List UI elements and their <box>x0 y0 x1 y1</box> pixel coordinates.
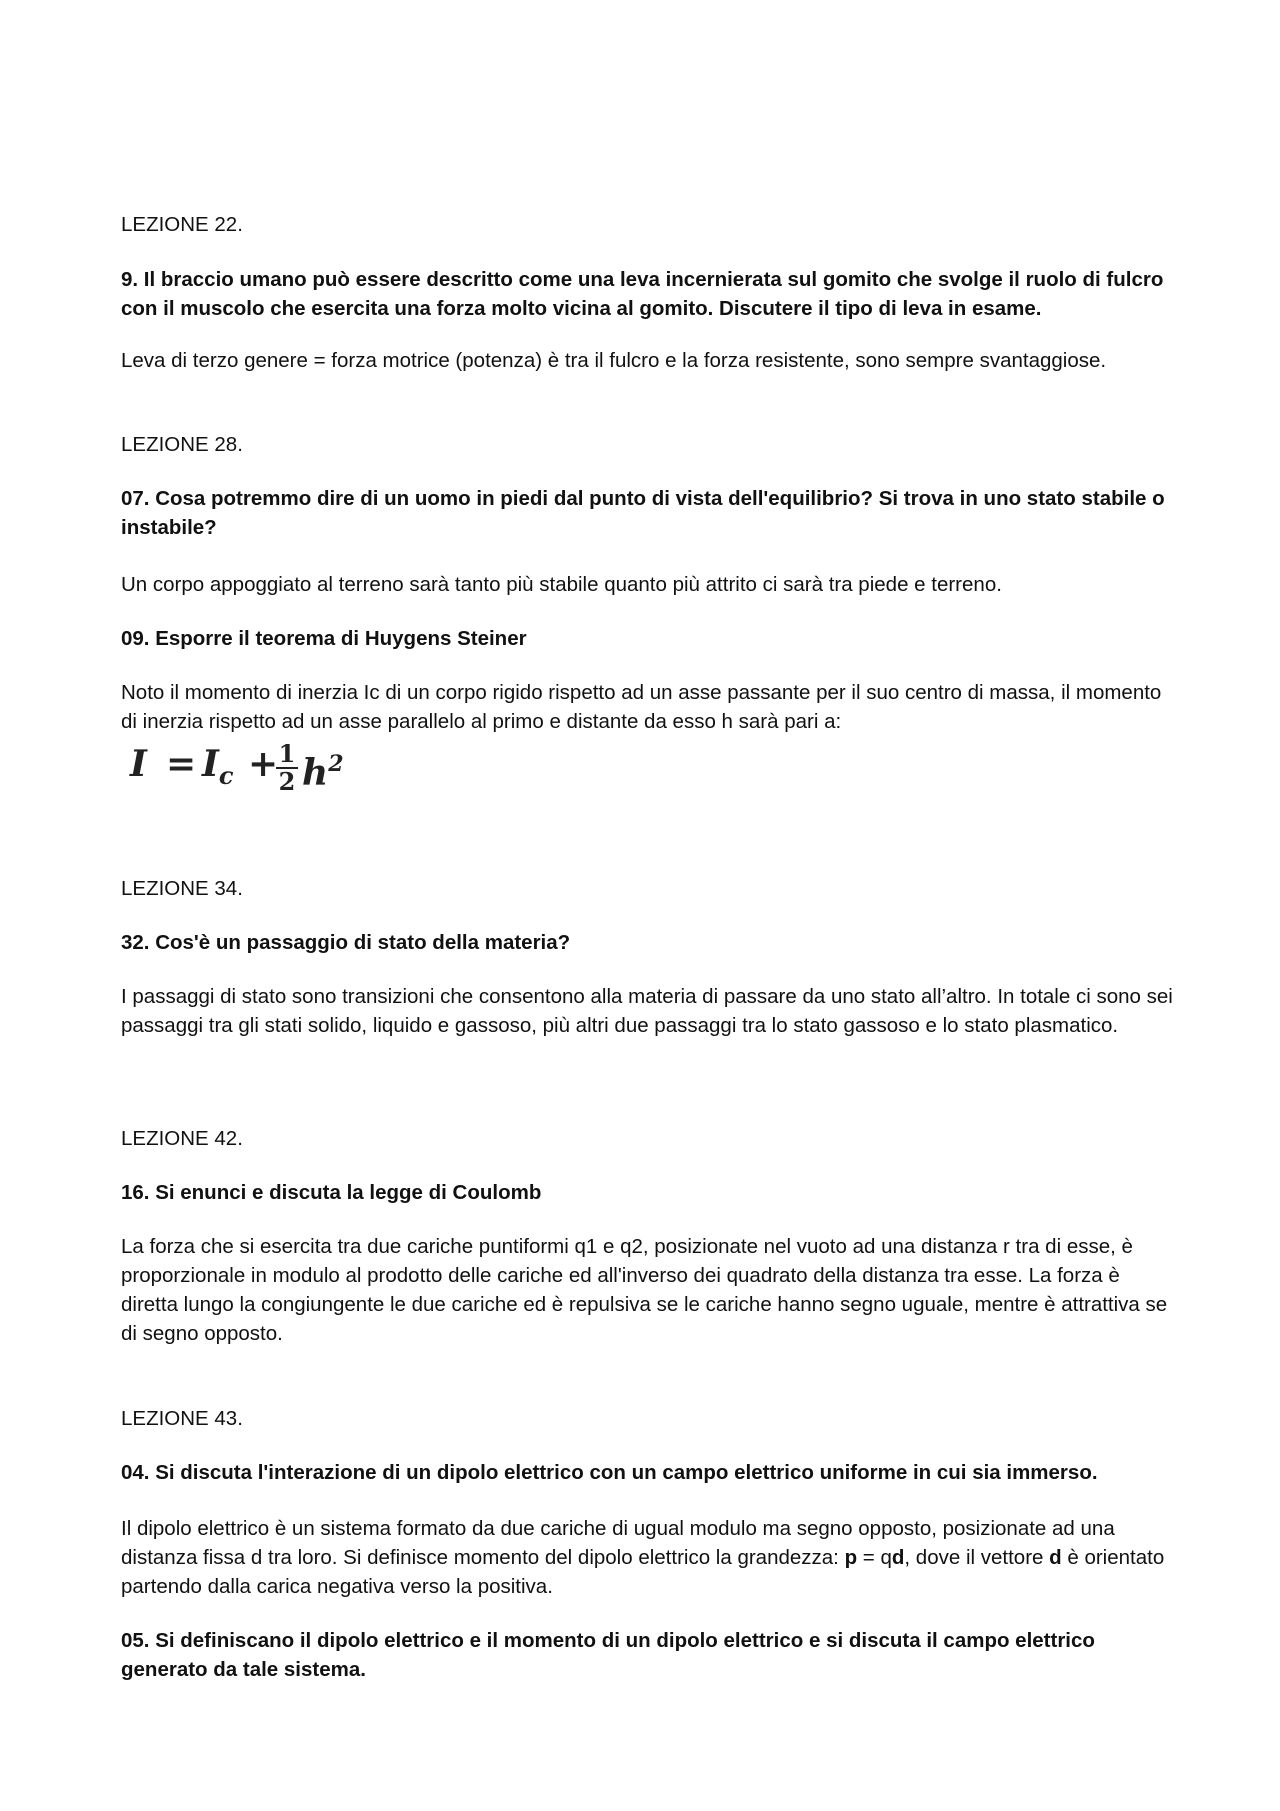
formula-h-squared: $h^2$ <box>302 751 344 794</box>
answer-28-09: Noto il momento di inerzia Ic di un corpo rigido rispetto ad un asse passante per il suo centro di massa, il momento di inerzia rispetto ad un asse parallelo al primo e distante da esso h sarà pari a: <box>121 681 1162 733</box>
question-43-04: 04. Si discuta l'interazione di un dipolo elettrico con un campo elettrico uniforme in cui sia immerso. <box>121 1461 1098 1484</box>
answer-34-32: I passaggi di stato sono transizioni che consentono alla materia di passare da uno stato all’altro. In totale ci sono sei passaggi tra gli stati solido, liquido e gassoso, più altri due passaggi tra lo stato gassoso e lo stato plasmatico. <box>121 985 1173 1037</box>
answer-28-07: Un corpo appoggiato al terreno sarà tanto più stabile quanto più attrito ci sarà tra piede e terreno. <box>121 573 1002 596</box>
question-34-32: 32. Cos'è un passaggio di stato della materia? <box>121 931 571 954</box>
lesson-heading-22: LEZIONE 22. <box>121 213 243 236</box>
answer-22-9: Leva di terzo genere = forza motrice (potenza) è tra il fulcro e la forza resistente, sono sempre svantaggiose. <box>121 349 1107 372</box>
formula-plus: + <box>248 743 279 785</box>
lesson-heading-42: LEZIONE 42. <box>121 1127 243 1150</box>
answer-43-04: Il dipolo elettrico è un sistema formato da due cariche di ugual modulo ma segno opposto, posizionate ad una distanza fissa d tra loro. Si definisce momento del dipolo elettrico la grandezza: p = qd, dove il vettore d è orientato partendo dalla carica negativa verso la positiva. <box>121 1517 1165 1598</box>
formula-ic: $I_c$ <box>202 743 234 790</box>
lesson-heading-43: LEZIONE 43. <box>121 1407 243 1430</box>
formula-fraction: 1 2 <box>276 742 298 794</box>
question-28-07: 07. Cosa potremmo dire di un uomo in piedi dal punto di vista dell'equilibrio? Si trova in uno stato stabile o instabile? <box>121 487 1165 539</box>
question-43-05: 05. Si definiscano il dipolo elettrico e il momento di un dipolo elettrico e si discuta il campo elettrico generato da tale sistema. <box>121 1629 1095 1681</box>
formula-equals: = <box>166 743 197 785</box>
answer-42-16: La forza che si esercita tra due cariche puntiformi q1 e q2, posizionate nel vuoto ad una distanza r tra di esse, è proporzionale in modulo al prodotto delle cariche ed all'inverso dei quadrato della distanza tra esse. La forza è diretta lungo la congiungente le due cariche ed è repulsiva se le cariche hanno segno uguale, mentre è attrattiva se di segno opposto. <box>121 1235 1168 1345</box>
lesson-heading-34: LEZIONE 34. <box>121 877 243 900</box>
formula-lhs: I <box>130 743 147 785</box>
question-42-16: 16. Si enunci e discuta la legge di Coulomb <box>121 1181 542 1204</box>
question-28-09: 09. Esporre il teorema di Huygens Steiner <box>121 627 527 650</box>
lesson-heading-28: LEZIONE 28. <box>121 433 243 456</box>
question-22-9: 9. Il braccio umano può essere descritto come una leva incernierata sul gomito che svolge il ruolo di fulcro con il muscolo che esercita una forza molto vicina al gomito. Discutere il tipo di leva in esame. <box>121 268 1164 320</box>
